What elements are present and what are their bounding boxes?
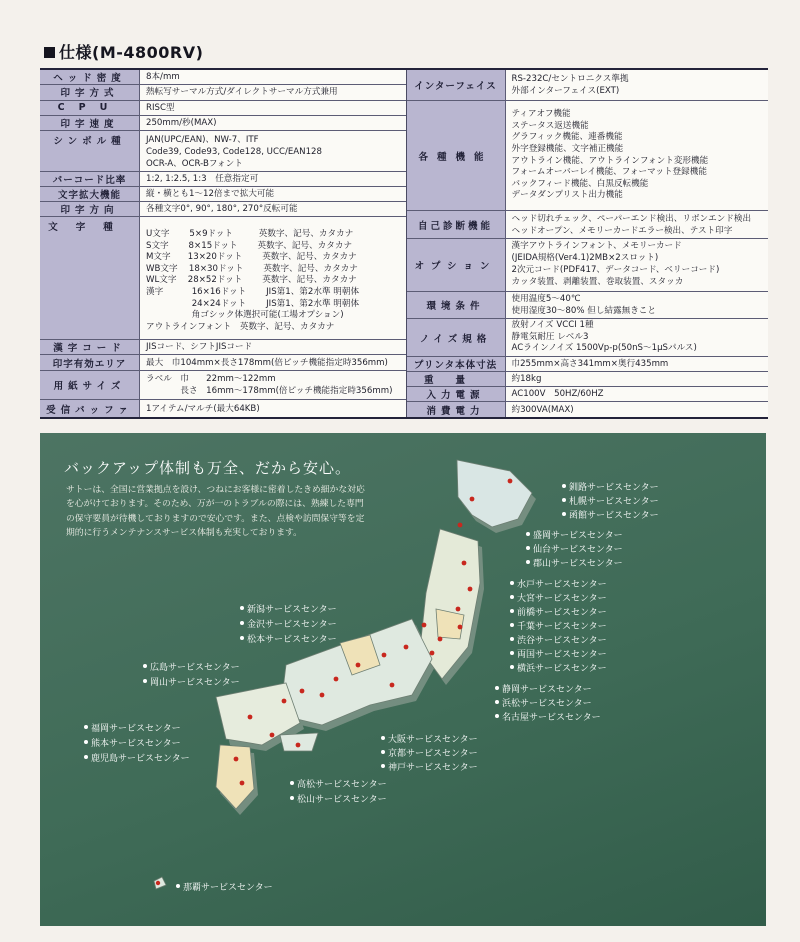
service-center-item bbox=[510, 622, 607, 633]
bullet-dot-icon bbox=[381, 750, 385, 754]
spec-label: 印字有効エリア bbox=[40, 355, 140, 370]
spec-label: 印字方式 bbox=[40, 85, 140, 100]
bullet-dot-icon bbox=[381, 736, 385, 740]
bullet-dot-icon bbox=[562, 512, 566, 516]
spec-row bbox=[407, 387, 769, 402]
spec-column-left bbox=[40, 70, 407, 417]
spec-row bbox=[407, 211, 769, 239]
spec-value: ヘッド切れチェック、ペーパーエンド検出、リボンエンド検出 ヘッドオープン、メモリーカードエラー検出、テスト印字 bbox=[506, 211, 769, 238]
service-center-label: 盛岡サービスセンター bbox=[533, 531, 623, 541]
service-center-label: 名古屋サービスセンター bbox=[502, 713, 601, 723]
service-center-item bbox=[84, 724, 181, 735]
spec-value: AC100V 50HZ/60HZ bbox=[506, 387, 769, 401]
service-center-label: 大阪サービスセンター bbox=[388, 735, 478, 745]
spec-row bbox=[40, 131, 406, 172]
bullet-dot-icon bbox=[526, 532, 530, 536]
spec-row bbox=[40, 116, 406, 132]
service-center-label: 岡山サービスセンター bbox=[150, 678, 240, 688]
spec-value: RISC型 bbox=[140, 101, 406, 115]
spec-value: JISコード、シフトJISコード bbox=[140, 340, 406, 354]
service-center-item bbox=[510, 636, 607, 647]
spec-label: 印字速度 bbox=[40, 116, 140, 131]
bullet-dot-icon bbox=[510, 581, 514, 585]
bullet-dot-icon bbox=[510, 637, 514, 641]
spec-row bbox=[407, 357, 769, 372]
bullet-dot-icon bbox=[290, 796, 294, 800]
spec-value: RS-232C/セントロニクス準拠 外部インターフェイス(EXT) bbox=[506, 70, 769, 100]
bullet-dot-icon bbox=[143, 664, 147, 668]
service-center-item bbox=[176, 883, 273, 894]
spec-value: 放射ノイズ VCCI 1種 静電気耐圧 レベル3 ACラインノイズ 1500Vp-p(50nS〜1μSパルス) bbox=[506, 319, 769, 356]
service-center-label: 鹿児島サービスセンター bbox=[91, 754, 190, 764]
service-center-item bbox=[240, 605, 337, 616]
spec-value: 熱転写サーマル方式/ダイレクトサーマル方式兼用 bbox=[140, 85, 406, 100]
service-center-label: 京都サービスセンター bbox=[388, 749, 478, 759]
service-center-item bbox=[526, 545, 623, 556]
spec-label: インターフェイス bbox=[407, 70, 506, 100]
spec-label: 文字種 bbox=[40, 217, 140, 339]
service-center-label: 松本サービスセンター bbox=[247, 635, 337, 645]
spec-row bbox=[40, 85, 406, 101]
bullet-dot-icon bbox=[495, 686, 499, 690]
service-center-item bbox=[84, 739, 181, 750]
spec-label: 消費電力 bbox=[407, 402, 506, 417]
service-center-label: 前橋サービスセンター bbox=[517, 608, 607, 618]
spec-value: 8本/mm bbox=[140, 70, 406, 84]
service-center-label: 新潟サービスセンター bbox=[247, 605, 337, 615]
spec-label: バーコード比率 bbox=[40, 172, 140, 186]
spec-value: U文字 5×9ドット 英数字、記号、カタカナ S文字 8×15ドット 英数字、記号、カタカナ M文字 13×20ドット 英数字、記号、カタカナ WB文字 18×30ドット 英数字、記号、カタカナ WL文字 28×52ドット 英数字、記号、カタカナ 漢字 16×16ドット JIS第1、第2水準 明朝体 24×24ドット JIS第1、第2水準 明朝体 角ゴシック体選択可能(工場オプション) アウトラインフォント 英数字、記号、カタカナ bbox=[140, 217, 406, 339]
bullet-dot-icon bbox=[510, 651, 514, 655]
service-center-label: 郡山サービスセンター bbox=[533, 559, 623, 569]
service-center-label: 熊本サービスセンター bbox=[91, 739, 181, 749]
service-center-label: 浜松サービスセンター bbox=[502, 699, 592, 709]
service-center-item bbox=[562, 483, 659, 494]
bullet-dot-icon bbox=[526, 546, 530, 550]
spec-label: 入力電源 bbox=[407, 387, 506, 401]
bullet-dot-icon bbox=[143, 679, 147, 683]
spec-value: 1アイテム/マルチ(最大64KB) bbox=[140, 400, 406, 417]
spec-label: 受信バッファ bbox=[40, 400, 140, 417]
bullet-dot-icon bbox=[510, 623, 514, 627]
bullet-dot-icon bbox=[176, 884, 180, 888]
service-center-label: 函館サービスセンター bbox=[569, 511, 659, 521]
spec-value: ラベル 巾 22mm〜122mm 長さ 16mm〜178mm(倍ピッチ機能指定時356mm) bbox=[140, 371, 406, 399]
service-center-item bbox=[495, 699, 592, 710]
service-center-item bbox=[562, 511, 659, 522]
service-center-item bbox=[143, 663, 240, 674]
spec-row bbox=[40, 217, 406, 340]
service-center-label: 松山サービスセンター bbox=[297, 795, 387, 805]
spec-label: 印字方向 bbox=[40, 202, 140, 216]
spec-label: ヘッド密度 bbox=[40, 70, 140, 84]
service-center-label: 札幌サービスセンター bbox=[569, 497, 659, 507]
bullet-dot-icon bbox=[562, 484, 566, 488]
spec-label: 自己診断機能 bbox=[407, 211, 506, 238]
service-center-item bbox=[510, 650, 607, 661]
service-center-item bbox=[240, 620, 337, 631]
bullet-dot-icon bbox=[526, 560, 530, 564]
spec-heading-text: 仕様(M-4800RV) bbox=[59, 43, 204, 62]
bullet-dot-icon bbox=[495, 700, 499, 704]
bullet-dot-icon bbox=[290, 781, 294, 785]
spec-row bbox=[40, 187, 406, 202]
service-center-label: 渋谷サービスセンター bbox=[517, 636, 607, 646]
service-center-item bbox=[510, 664, 607, 675]
service-center-item bbox=[495, 685, 592, 696]
spec-row bbox=[407, 319, 769, 357]
service-center-label: 神戸サービスセンター bbox=[388, 763, 478, 773]
service-center-label: 大宮サービスセンター bbox=[517, 594, 607, 604]
bullet-dot-icon bbox=[381, 764, 385, 768]
spec-row bbox=[40, 400, 406, 417]
spec-label: 文字拡大機能 bbox=[40, 187, 140, 201]
service-center-label: 仙台サービスセンター bbox=[533, 545, 623, 555]
spec-value: ティアオフ機能 ステータス返送機能 グラフィック機能、連番機能 外字登録機能、文字補正機能 アウトライン機能、アウトラインフォント変形機能 フォームオーバーレイ機能、フォーマット登録機能 バックフィード機能、白黒反転機能 データダンプリスト出力機能 bbox=[506, 101, 769, 210]
service-center-item bbox=[510, 580, 607, 591]
spec-table bbox=[40, 68, 768, 419]
spec-value: 巾255mm×高さ341mm×奥行435mm bbox=[506, 357, 769, 371]
service-center-item bbox=[381, 749, 478, 760]
spec-value: 各種文字0°, 90°, 180°, 270°反転可能 bbox=[140, 202, 406, 216]
bullet-dot-icon bbox=[84, 755, 88, 759]
service-center-item bbox=[84, 754, 190, 765]
service-center-item bbox=[562, 497, 659, 508]
spec-value: 1:2, 1:2.5, 1:3 任意指定可 bbox=[140, 172, 406, 186]
spec-value: 最大 巾104mm×長さ178mm(倍ピッチ機能指定時356mm) bbox=[140, 355, 406, 370]
spec-value: 使用温度5〜40℃ 使用湿度30〜80% 但し結露無きこと bbox=[506, 292, 769, 318]
spec-row bbox=[407, 372, 769, 387]
spec-row bbox=[40, 340, 406, 355]
bullet-dot-icon bbox=[510, 609, 514, 613]
service-center-label: 両国サービスセンター bbox=[517, 650, 607, 660]
spec-column-right bbox=[407, 70, 769, 417]
bullet-dot-icon bbox=[510, 665, 514, 669]
service-center-item bbox=[526, 531, 623, 542]
spec-value: 縦・横とも1〜12倍まで拡大可能 bbox=[140, 187, 406, 201]
spec-row bbox=[40, 202, 406, 217]
bullet-dot-icon bbox=[240, 636, 244, 640]
spec-label: 漢字コード bbox=[40, 340, 140, 354]
bullet-dot-icon bbox=[495, 714, 499, 718]
service-center-item bbox=[240, 635, 337, 646]
spec-value: 約18kg bbox=[506, 372, 769, 386]
spec-row bbox=[407, 402, 769, 417]
service-center-label: 金沢サービスセンター bbox=[247, 620, 337, 630]
bullet-dot-icon bbox=[84, 725, 88, 729]
service-center-item bbox=[526, 559, 623, 570]
service-center-label: 水戸サービスセンター bbox=[517, 580, 607, 590]
service-center-item bbox=[381, 735, 478, 746]
spec-label: オプション bbox=[407, 239, 506, 291]
service-center-label: 釧路サービスセンター bbox=[569, 483, 659, 493]
bullet-dot-icon bbox=[84, 740, 88, 744]
spec-label: 環境条件 bbox=[407, 292, 506, 318]
spec-row bbox=[407, 292, 769, 319]
service-center-item bbox=[143, 678, 240, 689]
spec-heading bbox=[44, 40, 203, 63]
spec-label: ノイズ規格 bbox=[407, 319, 506, 356]
service-center-label: 千葉サービスセンター bbox=[517, 622, 607, 632]
spec-row bbox=[40, 101, 406, 116]
spec-row bbox=[40, 371, 406, 400]
square-bullet-icon bbox=[44, 47, 55, 58]
bullet-dot-icon bbox=[562, 498, 566, 502]
service-center-item bbox=[290, 795, 387, 806]
spec-label: 各種機能 bbox=[407, 101, 506, 210]
service-center-item bbox=[510, 608, 607, 619]
service-headline: バックアップ体制も万全、だから安心。 bbox=[64, 459, 351, 477]
spec-label: 重量 bbox=[407, 372, 506, 386]
service-description: サトーは、全国に営業拠点を設け、つねにお客様に密着したきめ細かな対応を心がけております。そのため、万が一のトラブルの際には、熟練した専門の保守要員が待機しておりますので安心です。また、点検や訪問保守等を定期的に行うメンテナンスサービス体制も充実しております。 bbox=[66, 485, 365, 538]
spec-label: プリンタ本体寸法 bbox=[407, 357, 506, 371]
spec-label: シンボル種 bbox=[40, 131, 140, 171]
service-center-item bbox=[381, 763, 478, 774]
spec-value: 250mm/秒(MAX) bbox=[140, 116, 406, 131]
spec-row bbox=[40, 355, 406, 371]
spec-row bbox=[407, 101, 769, 211]
service-center-item bbox=[290, 780, 387, 791]
service-center-label: 高松サービスセンター bbox=[297, 780, 387, 790]
service-network-panel bbox=[40, 433, 766, 926]
spec-value: JAN(UPC/EAN)、NW-7、ITF Code39, Code93, Code128, UCC/EAN128 OCR-A、OCR-Bフォント bbox=[140, 131, 406, 171]
service-center-item bbox=[510, 594, 607, 605]
service-center-label: 横浜サービスセンター bbox=[517, 664, 607, 674]
bullet-dot-icon bbox=[510, 595, 514, 599]
spec-label: CPU bbox=[40, 101, 140, 115]
spec-value: 約300VA(MAX) bbox=[506, 402, 769, 417]
spec-row bbox=[407, 70, 769, 101]
service-center-label: 那覇サービスセンター bbox=[183, 883, 273, 893]
service-center-label: 福岡サービスセンター bbox=[91, 724, 181, 734]
service-center-item bbox=[495, 713, 601, 724]
service-center-list bbox=[40, 433, 766, 926]
spec-value: 漢字アウトラインフォント、メモリーカード (JEIDA規格(Ver4.1)2MB×2スロット) 2次元コード(PDF417、データコード、ベリーコード) カッタ装置、剥離装置、巻取装置、スタッカ bbox=[506, 239, 769, 291]
bullet-dot-icon bbox=[240, 621, 244, 625]
spec-row bbox=[40, 172, 406, 187]
spec-row bbox=[407, 239, 769, 292]
bullet-dot-icon bbox=[240, 606, 244, 610]
service-center-label: 静岡サービスセンター bbox=[502, 685, 592, 695]
spec-label: 用紙サイズ bbox=[40, 371, 140, 399]
spec-row bbox=[40, 70, 406, 85]
service-center-label: 広島サービスセンター bbox=[150, 663, 240, 673]
